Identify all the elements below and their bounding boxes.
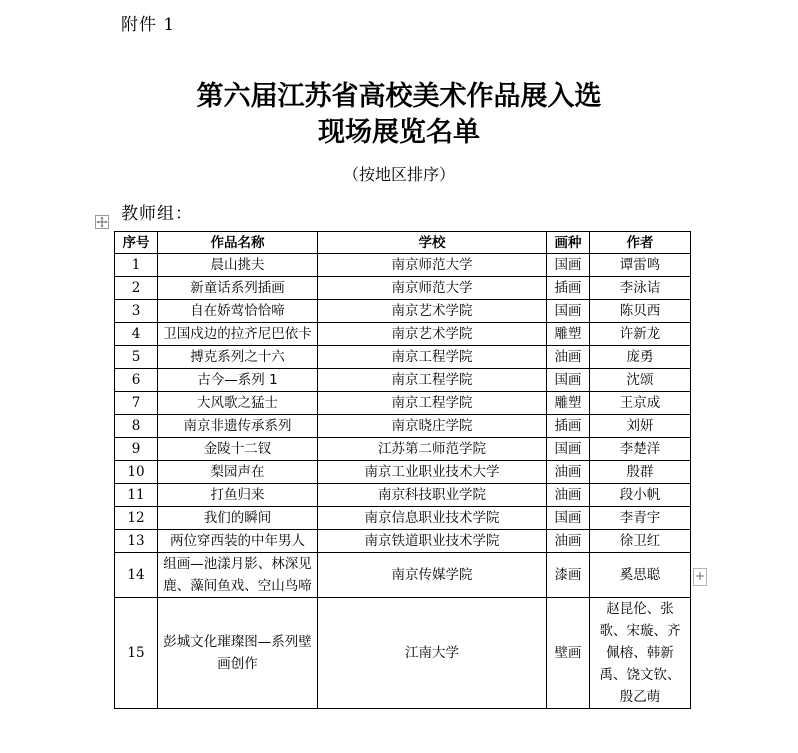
document-title-line2: 现场展览名单 [318,117,480,148]
number-cell: 11 [115,484,158,507]
medium-cell: 油画 [547,484,590,507]
document-title-line1: 第六届江苏省高校美术作品展入选 [196,81,602,112]
work-title-cell: 打鱼归来 [158,484,318,507]
header-cell: 作品名称 [158,232,318,254]
medium-cell: 油画 [547,530,590,553]
roster-table [114,231,691,709]
number-cell: 14 [115,553,158,598]
number-cell: 5 [115,346,158,369]
work-title-cell: 自在娇莺恰恰啼 [158,300,318,323]
school-cell: 南京信息职业技术学院 [318,507,547,530]
medium-cell: 雕塑 [547,323,590,346]
author-cell: 赵昆伦、张歌、宋璇、齐佩榕、韩新禹、饶文钦、殷乙萌 [590,598,691,709]
table-row [115,254,691,277]
attachment-label: 附件 1 [121,15,176,35]
work-title-cell: 组画—池漾月影、林深见鹿、藻间鱼戏、空山鸟啼 [158,553,318,598]
medium-cell: 壁画 [547,598,590,709]
work-title-cell: 大风歌之猛士 [158,392,318,415]
work-title-cell: 彭城文化璀璨图—系列壁画创作 [158,598,318,709]
school-cell: 南京传媒学院 [318,553,547,598]
document-subtitle: （按地区排序） [342,165,455,184]
table-row [115,392,691,415]
header-cell: 作者 [590,232,691,254]
header-cell: 学校 [318,232,547,254]
medium-cell: 漆画 [547,553,590,598]
work-title-cell: 南京非遗传承系列 [158,415,318,438]
number-cell: 7 [115,392,158,415]
medium-cell: 国画 [547,254,590,277]
school-cell: 南京晓庄学院 [318,415,547,438]
author-cell: 沈颂 [590,369,691,392]
header-cell: 序号 [115,232,158,254]
number-cell: 10 [115,461,158,484]
school-cell: 南京工程学院 [318,346,547,369]
author-cell: 殷群 [590,461,691,484]
medium-cell: 油画 [547,461,590,484]
school-cell: 南京工程学院 [318,369,547,392]
work-title-cell: 搏克系列之十六 [158,346,318,369]
school-cell: 南京师范大学 [318,277,547,300]
medium-cell: 国画 [547,438,590,461]
table-row [115,507,691,530]
school-cell: 南京科技职业学院 [318,484,547,507]
author-cell: 李青宇 [590,507,691,530]
work-title-cell: 我们的瞬间 [158,507,318,530]
number-cell: 8 [115,415,158,438]
table-row [115,277,691,300]
school-cell: 南京艺术学院 [318,300,547,323]
medium-cell: 插画 [547,415,590,438]
author-cell: 李楚洋 [590,438,691,461]
table-row [115,461,691,484]
number-cell: 1 [115,254,158,277]
medium-cell: 雕塑 [547,392,590,415]
table-row [115,484,691,507]
author-cell: 谭雷鸣 [590,254,691,277]
author-cell: 奚思聪 [590,553,691,598]
author-cell: 徐卫红 [590,530,691,553]
medium-cell: 国画 [547,300,590,323]
header-cell: 画种 [547,232,590,254]
number-cell: 4 [115,323,158,346]
school-cell: 江苏第二师范学院 [318,438,547,461]
school-cell: 南京艺术学院 [318,323,547,346]
school-cell: 南京工业职业技术大学 [318,461,547,484]
table-move-handle-icon[interactable] [95,215,109,229]
number-cell: 2 [115,277,158,300]
school-cell: 南京工程学院 [318,392,547,415]
table-row [115,553,691,598]
author-cell: 许新龙 [590,323,691,346]
table-row [115,323,691,346]
work-title-cell: 金陵十二钗 [158,438,318,461]
table-row [115,438,691,461]
school-cell: 南京师范大学 [318,254,547,277]
medium-cell: 国画 [547,507,590,530]
table-row [115,530,691,553]
number-cell: 6 [115,369,158,392]
author-cell: 庞勇 [590,346,691,369]
table-row [115,346,691,369]
medium-cell: 插画 [547,277,590,300]
author-cell: 段小帆 [590,484,691,507]
author-cell: 陈贝西 [590,300,691,323]
work-title-cell: 梨园声在 [158,461,318,484]
table-row [115,598,691,709]
add-column-icon[interactable]: + [693,568,707,586]
number-cell: 12 [115,507,158,530]
work-title-cell: 晨山挑夫 [158,254,318,277]
medium-cell: 油画 [547,346,590,369]
table-row [115,300,691,323]
school-cell: 江南大学 [318,598,547,709]
medium-cell: 国画 [547,369,590,392]
author-cell: 刘妍 [590,415,691,438]
table-header-row [115,232,691,254]
work-title-cell: 古今—系列 1 [158,369,318,392]
work-title-cell: 新童话系列插画 [158,277,318,300]
number-cell: 13 [115,530,158,553]
work-title-cell: 两位穿西装的中年男人 [158,530,318,553]
number-cell: 3 [115,300,158,323]
author-cell: 王京成 [590,392,691,415]
school-cell: 南京铁道职业技术学院 [318,530,547,553]
table-row [115,369,691,392]
table-row [115,415,691,438]
number-cell: 15 [115,598,158,709]
author-cell: 李泳诘 [590,277,691,300]
number-cell: 9 [115,438,158,461]
work-title-cell: 卫国戍边的拉齐尼巴依卡 [158,323,318,346]
group-label: 教师组： [121,204,193,224]
